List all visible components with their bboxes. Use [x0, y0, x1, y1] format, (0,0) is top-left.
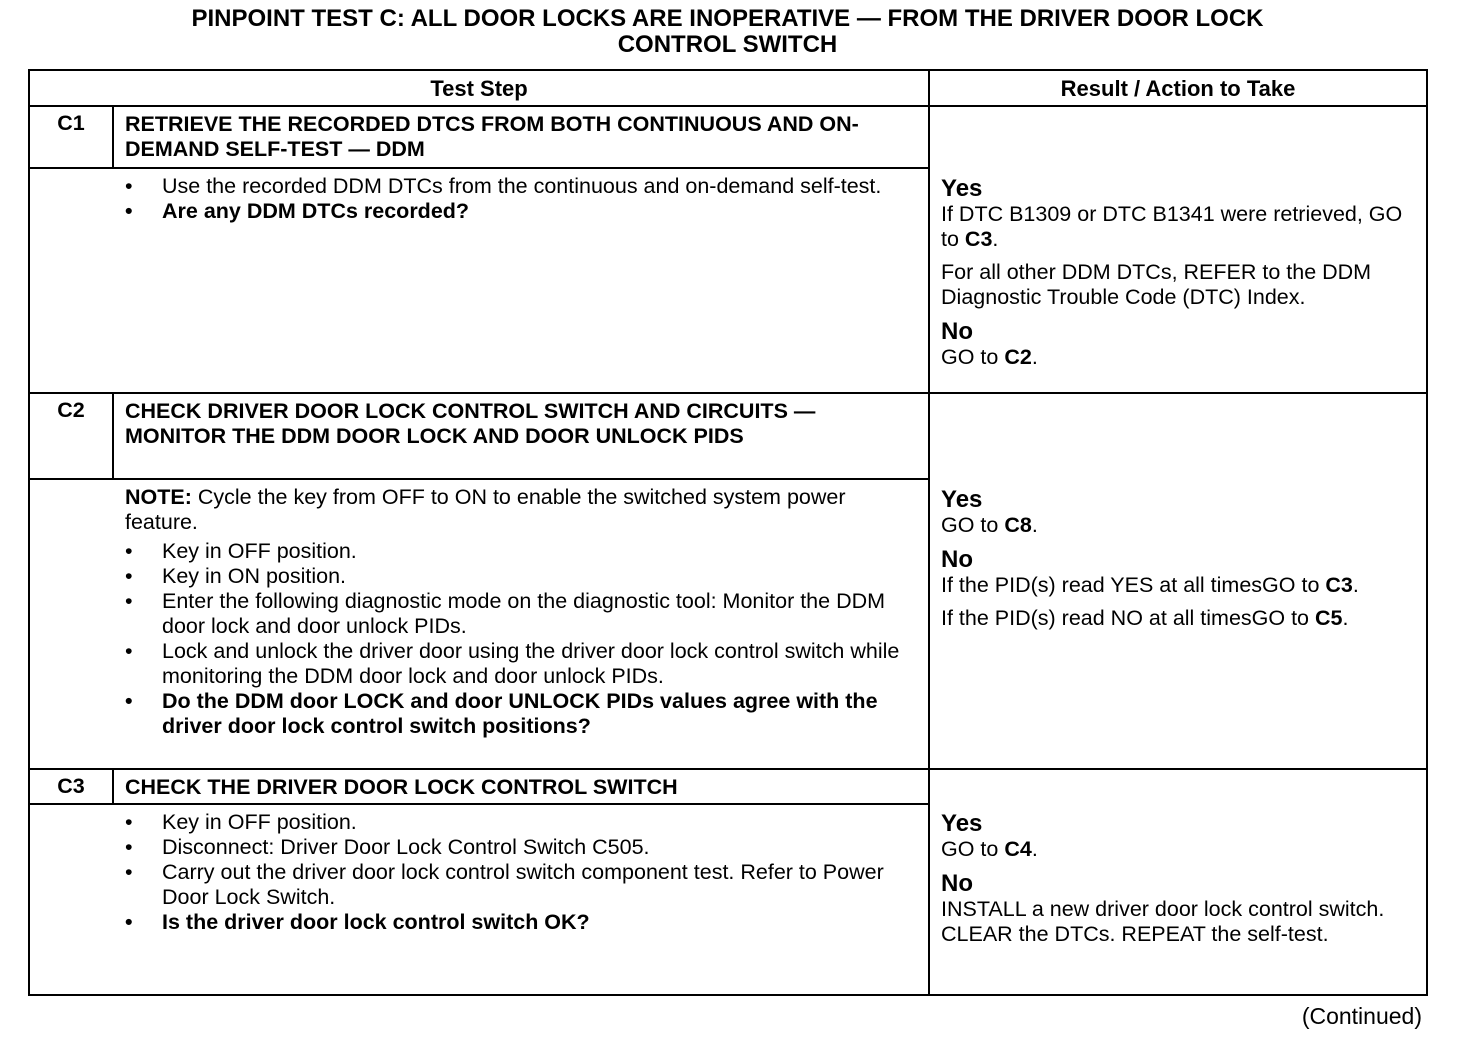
- step-c1-heading-row: [29, 106, 1427, 168]
- bullet-item: • Are any DDM DTCs recorded?: [125, 199, 918, 224]
- result-text: If the PID(s) read NO at all timesGO to C5.: [941, 606, 1349, 630]
- bullet-item: • Key in OFF position.: [125, 539, 918, 564]
- bullet-item: • Is the driver door lock control switch OK?: [125, 910, 918, 935]
- result-text: For all other DDM DTCs, REFER to the DDM Diagnostic Trouble Code (DTC) Index.: [941, 260, 1372, 309]
- step-c2-result: [929, 393, 1427, 769]
- pinpoint-test-table: [28, 69, 1428, 996]
- step-id: C1: [29, 106, 113, 168]
- note: NOTE: Cycle the key from OFF to ON to enable the switched system power feature.: [125, 485, 846, 534]
- test-step-header: Test Step: [29, 70, 929, 106]
- step-body: [113, 479, 929, 769]
- bullet-item: • Carry out the driver door lock control switch component test. Refer to Power Door Lock Switch.: [125, 860, 918, 910]
- step-body: [113, 168, 929, 393]
- bullet-item: • Lock and unlock the driver door using the driver door lock control switch while monitoring the DDM door lock and door unlock PIDs.: [125, 639, 918, 689]
- step-c1-result: [929, 106, 1427, 393]
- bullet-item: • Enter the following diagnostic mode on the diagnostic tool: Monitor the DDM door lock and door unlock PIDs.: [125, 589, 918, 639]
- step-ref: C4: [1004, 837, 1032, 861]
- step-heading: CHECK THE DRIVER DOOR LOCK CONTROL SWITCH: [113, 769, 929, 804]
- result-text: GO to C2.: [941, 345, 1038, 369]
- step-heading: CHECK DRIVER DOOR LOCK CONTROL SWITCH AND CIRCUITS — MONITOR THE DDM DOOR LOCK AND DOOR UNLOCK PIDS: [113, 393, 929, 479]
- yes-label: Yes: [941, 486, 983, 513]
- bullet-item: • Key in ON position.: [125, 564, 918, 589]
- yes-label: Yes: [941, 175, 983, 202]
- step-body: [113, 804, 929, 995]
- title-line-1: PINPOINT TEST C: ALL DOOR LOCKS ARE INOPERATIVE — FROM THE DRIVER DOOR LOCK: [191, 5, 1264, 32]
- step-ref: C5: [1315, 606, 1343, 630]
- step-ref: C3: [1325, 573, 1353, 597]
- no-label: No: [941, 546, 974, 573]
- bullet-item: • Do the DDM door LOCK and door UNLOCK PIDs values agree with the driver door lock control switch positions?: [125, 689, 918, 739]
- no-label: No: [941, 318, 974, 345]
- yes-label: Yes: [941, 810, 983, 837]
- result-text: If DTC B1309 or DTC B1341 were retrieved, GO to C3.: [941, 202, 1403, 251]
- result-text: GO to C4.: [941, 837, 1038, 861]
- result-text: If the PID(s) read YES at all timesGO to C3.: [941, 573, 1359, 597]
- step-ref: C3: [964, 227, 993, 251]
- step-id: C2: [29, 393, 113, 479]
- result-text: INSTALL a new driver door lock control switch. CLEAR the DTCs. REPEAT the self-test.: [941, 897, 1385, 946]
- step-ref: C2: [1004, 345, 1032, 369]
- blank-cell: [29, 168, 113, 393]
- blank-cell: [29, 479, 113, 769]
- bullet-item: • Key in OFF position.: [125, 810, 918, 835]
- step-c2-heading-row: [29, 393, 1427, 479]
- step-ref: C8: [1004, 513, 1032, 537]
- step-c3-result: [929, 769, 1427, 995]
- step-heading: RETRIEVE THE RECORDED DTCS FROM BOTH CONTINUOUS AND ON-DEMAND SELF-TEST — DDM: [113, 106, 929, 168]
- step-c3-heading-row: [29, 769, 1427, 804]
- blank-cell: [29, 804, 113, 995]
- continued-label: (Continued): [1301, 1003, 1422, 1029]
- result-header: Result / Action to Take: [929, 70, 1427, 106]
- step-id: C3: [29, 769, 113, 804]
- header-row: [29, 70, 1427, 106]
- result-text: GO to C8.: [941, 513, 1038, 537]
- bullet-item: • Use the recorded DDM DTCs from the continuous and on-demand self-test.: [125, 174, 918, 199]
- no-label: No: [941, 870, 974, 897]
- bullet-item: • Disconnect: Driver Door Lock Control Switch C505.: [125, 835, 918, 860]
- title-line-2: CONTROL SWITCH: [617, 31, 838, 58]
- page-title: [30, 6, 1425, 58]
